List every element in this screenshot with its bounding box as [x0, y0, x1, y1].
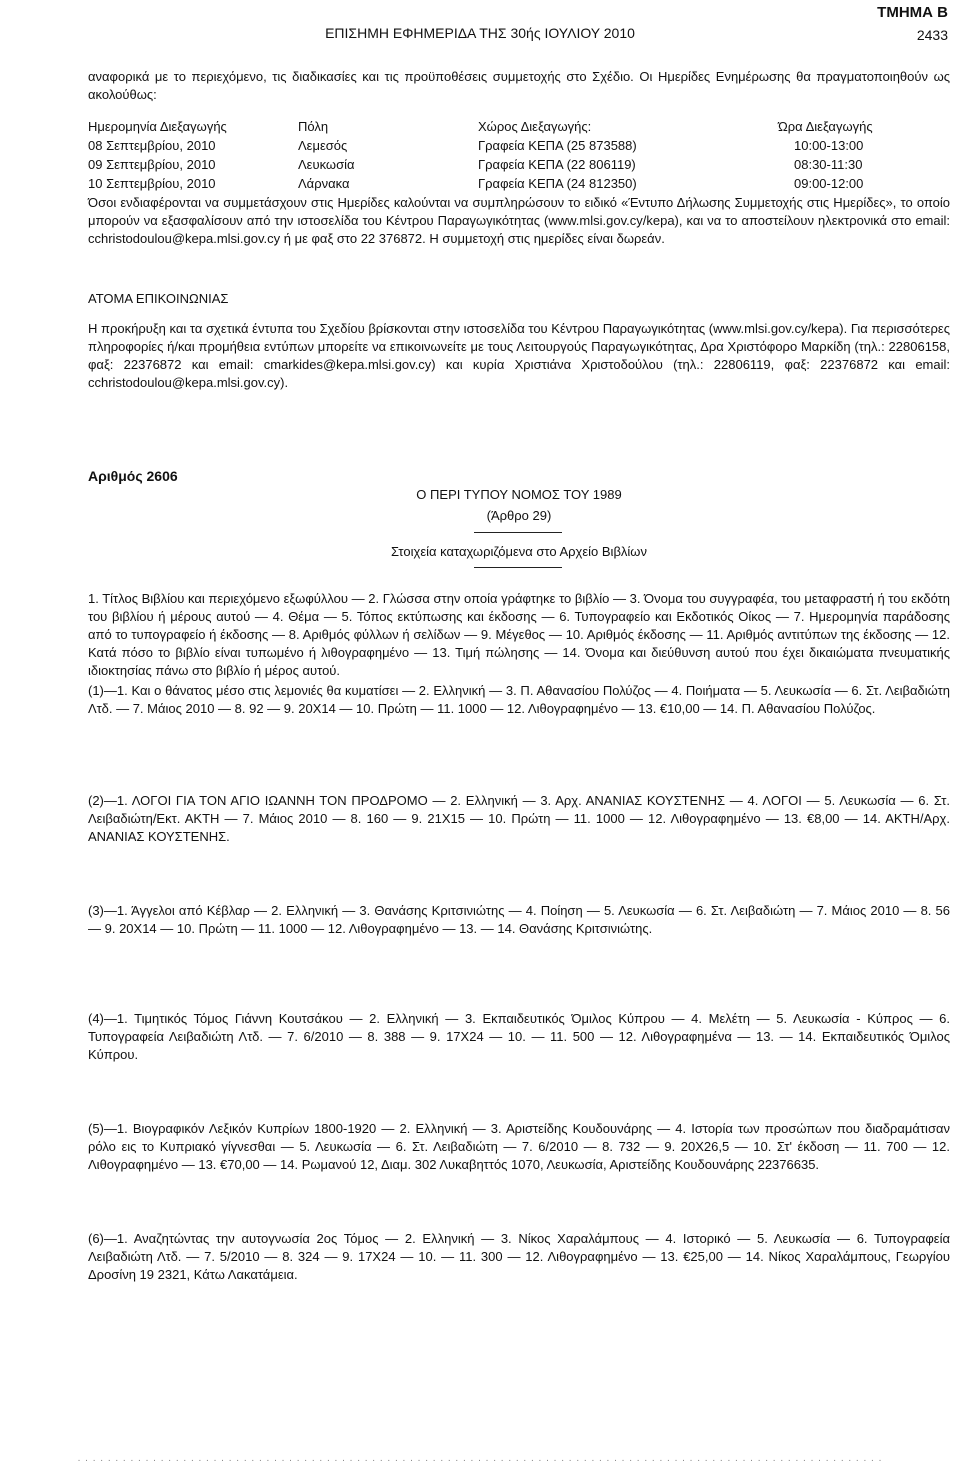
schedule-date: 09 Σεπτεμβρίου, 2010: [88, 157, 216, 172]
schedule-date: 10 Σεπτεμβρίου, 2010: [88, 176, 216, 191]
schedule-venue: Γραφεία ΚΕΠΑ (25 873588): [478, 138, 637, 153]
law-title: Ο ΠΕΡΙ ΤΥΠΟΥ ΝΟΜΟΣ ΤΟΥ 1989: [416, 487, 622, 502]
book-entry: (4)—1. Τιμητικός Τόμος Γιάννη Κουτσάκου — 2. Ελληνική — 3. Εκπαιδευτικός Όμιλος Κύπρου — 4. Μελέτη — 5. Λευκωσία - Κύπρος — 6. Τυπογραφεία Λειβαδιώτη Λτδ. — 7. 6/2010 — 8. 388 — 9. 17Χ24 — 10. — 11. 500 — 12. Λιθογραφημένα — 13. — 14. Εκπαιδευτικός Όμιλος Κύπρου.: [88, 1011, 950, 1062]
intro-paragraph: αναφορικά με το περιεχόμενο, τις διαδικασίες και τις προϋποθέσεις συμμετοχής στο Σχέδιο. Οι Ημερίδες Ενημέρωσης θα πραγματοποιηθούν ως ακολούθως:: [88, 69, 950, 102]
schedule-city: Λεμεσός: [298, 138, 348, 153]
schedule-row: [88, 137, 950, 156]
participation-paragraph: Όσοι ενδιαφέρονται να συμμετάσχουν στις Ημερίδες καλούνται να συμπληρώσουν το ειδικό «Έντυπο Δήλωσης Συμμετοχής στις Ημερίδες», το οποίο μπορούν να εξασφαλίσουν από την ιστοσελίδα του Κέντρου Παραγωγικότητας (www.mlsi.gov.cy/kepa), και να το αποστείλουν ηλεκτρονικά στο email: cchristodoulou@kepa.mlsi.gov.cy ή με φαξ στο 22 376872. Η συμμετοχή στις ημερίδες είναι δωρεάν.: [88, 195, 950, 246]
book-entry: (1)—1. Και ο θάνατος μέσο στις λεμονιές θα κυματίσει — 2. Ελληνική — 3. Π. Αθανασίου Πολύζος — 4. Ποιήματα — 5. Λευκωσία — 6. Στ. Λειβαδιώτη Λτδ. — 7. Μάιος 2010 — 8. 92 — 9. 20Χ14 — 10. Πρώτη — 11. 1000 — 12. Λιθογραφημένο — 13. €10,00 — 14. Π. Αθανασίου Πολύζος.: [88, 683, 950, 716]
schedule-table: [88, 118, 950, 194]
gazette-header: ΕΠΙΣΗΜΗ ΕΦΗΜΕΡΙΔΑ ΤΗΣ 30ής ΙΟΥΛΙΟΥ 2010: [325, 25, 635, 41]
book-entry: (2)—1. ΛΟΓΟΙ ΓΙΑ ΤΟΝ ΑΓΙΟ ΙΩΑΝΝΗ ΤΟΝ ΠΡΟΔΡΟΜΟ — 2. Ελληνική — 3. Αρχ. ΑΝΑΝΙΑΣ ΚΟΥΣΤΕΝΗΣ — 4. ΛΟΓΟΙ — 5. Λευκωσία — 6. Στ. Λειβαδιώτη/Εκτ. ΑΚΤΗ — 7. Μάιος 2010 — 8. 160 — 9. 21Χ15 — 10. Πρώτη — 11. 1000 — 12. Λιθογραφημένο — 13. €8,00 — 14. ΑΚΤΗ/Αρχ. ΑΝΑΝΙΑΣ ΚΟΥΣΤΕΝΗΣ.: [88, 793, 950, 844]
schedule-header-venue: Χώρος Διεξαγωγής:: [478, 119, 592, 134]
fields-legend: 1. Τίτλος Βιβλίου και περιεχόμενο εξωφύλλου — 2. Γλώσσα στην οποία γράφτηκε το βιβλίο — 3. Όνομα του συγγραφέα, του μεταφραστή ή του εκδότη του βιβλίου ή μέρους αυτού — 4. Θέμα — 5. Τόπος εκτύπωσης και έκδοσης — 6. Τυπογραφείο και Εκδοτικός Οίκος — 7. Ημερομηνία παράδοσης από το τυπογραφείο ή έκδοσης — 8. Αριθμός φύλλων ή σελίδων — 9. Μέγεθος — 10. Αριθμός έκδοσης — 11. Αριθμός αντιτύπων της έκδοσης — 12. Κατά πόσο το βιβλίο είναι τυπωμένο ή λιθογραφημένο — 13. Τιμή πώλησης — 14. Όνομα και διεύθυνση αυτού που έχει δικαιώματα πνευματικής ιδιοκτησίας πάνω στο βιβλίο ή μέρος αυτού.: [88, 591, 950, 678]
schedule-city: Λευκωσία: [298, 157, 355, 172]
section-label: ΤΜΗΜΑ Β: [877, 4, 948, 21]
schedule-city: Λάρνακα: [298, 176, 350, 191]
schedule-header-row: [88, 118, 950, 137]
title-divider: [474, 532, 562, 533]
schedule-time: 09:00-12:00: [794, 176, 864, 191]
scan-noise-divider: . . . . . . . . . . . . . . . . . . . . . . . . . . . . . . . . . . . . . . . . . . . . . . . . . . . . . . . . . . . . . . . . . . . . . . . . . . . . . . . . . . . . . . . . . . . . . . . . . . . . . . . . . . .: [77, 1453, 883, 1464]
page-number: 2433: [916, 27, 948, 43]
contacts-paragraph: Η προκήρυξη και τα σχετικά έντυπα του Σχεδίου βρίσκονται στην ιστοσελίδα του Κέντρου Παραγωγικότητας (www.mlsi.gov.cy/kepa). Για περισσότερες πληροφορίες ή/και προμήθεια εντύπων μπορείτε να επικοινωνείτε με τους Λειτουργούς Παραγωγικότητας, Δρα Χριστόφορο Μαρκίδη (τηλ.: 22806158, φαξ: 22376872 και email: cmarkides@kepa.mlsi.gov.cy) και κυρία Χριστιάνα Χριστοδούλου (τηλ.: 22806119, φαξ: 22376872 και email: cchristodoulou@kepa.mlsi.gov.cy).: [88, 321, 950, 390]
subtitle-divider: [474, 567, 562, 568]
notice-number: Αριθμός 2606: [88, 468, 178, 484]
schedule-venue: Γραφεία ΚΕΠΑ (22 806119): [478, 157, 636, 172]
schedule-venue: Γραφεία ΚΕΠΑ (24 812350): [478, 176, 637, 191]
law-article: (Άρθρο 29): [486, 508, 552, 523]
book-entry: (6)—1. Αναζητώντας την αυτογνωσία 2ος Τόμος — 2. Ελληνική — 3. Νίκος Χαραλάμπους — 4. Ιστορικό — 5. Λευκωσία — 6. Τυπογραφεία Λειβαδιώτη Λτδ. — 7. 5/2010 — 8. 324 — 9. 17Χ24 — 10. — 11. 300 — 12. Λιθογραφημένο — 13. €25,00 — 14. Νίκος Χαραλάμπους, Γεωργίου Δροσίνη 19 2321, Κάτω Λακατάμεια.: [88, 1231, 950, 1282]
schedule-date: 08 Σεπτεμβρίου, 2010: [88, 138, 216, 153]
schedule-row: [88, 175, 950, 194]
schedule-row: [88, 156, 950, 175]
schedule-header-time: Ώρα Διεξαγωγής: [778, 119, 873, 134]
schedule-header-city: Πόλη: [298, 119, 329, 134]
book-entry: (5)—1. Βιογραφικόν Λεξικόν Κυπρίων 1800-1920 — 2. Ελληνική — 3. Αριστείδης Κουδουνάρης — 4. Ιστορία των προσώπων που διαδραμάτισαν ρόλο εις το Κυπριακό γίγνεσθαι — 5. Λευκωσία — 6. Στ. Λειβαδιώτη — 7. 6/2010 — 8. 732 — 9. 20Χ26,5 — 10. Στ' έκδοση — 11. 700 — 12. Λιθογραφημένο — 13. €70,00 — 14. Ρωμανού 12, Διαμ. 302 Λυκαβηττός 1070, Λευκωσία, Αριστείδης Κουδουνάρης 22376635.: [88, 1121, 950, 1172]
schedule-time: 08:30-11:30: [794, 157, 863, 172]
schedule-time: 10:00-13:00: [794, 138, 864, 153]
schedule-header-date: Ημερομηνία Διεξαγωγής: [88, 119, 227, 134]
book-entry: (3)—1. Άγγελοι από Κέβλαρ — 2. Ελληνική — 3. Θανάσης Κριτσινιώτης — 4. Ποίηση — 5. Λευκωσία — 6. Στ. Λειβαδιώτη — 7. Μάιος 2010 — 8. 56 — 9. 20Χ14 — 10. Πρώτη — 11. 1000 — 12. Λιθογραφημένο — 13. — 14. Θανάσης Κριτσινιώτης.: [88, 903, 950, 936]
contacts-heading: ΑΤΟΜΑ ΕΠΙΚΟΙΝΩΝΙΑΣ: [88, 291, 229, 306]
notice-subtitle: Στοιχεία καταχωριζόμενα στο Αρχείο Βιβλίων: [391, 544, 647, 559]
